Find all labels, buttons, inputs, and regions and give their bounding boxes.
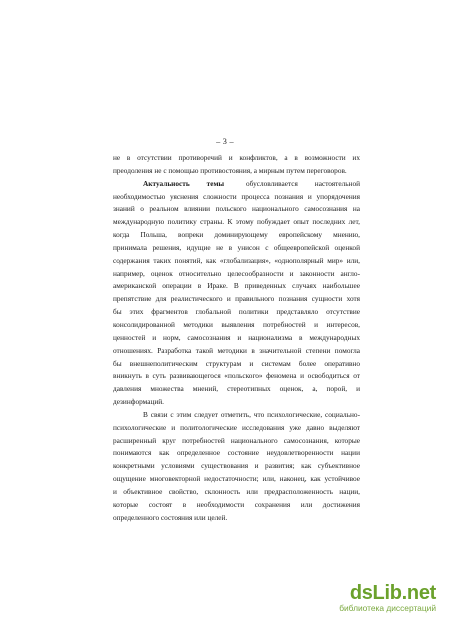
document-body	[113, 152, 360, 524]
text-line: не в отсутствии противоречий и конфликтов, а в возможности их	[113, 153, 360, 162]
dslib-watermark	[314, 583, 436, 614]
text-line: принимала решения, идущие не в унисон с общеевропейской оценкой	[113, 242, 360, 252]
page-number: – 3 –	[216, 137, 234, 146]
text-line: американской операции в Ираке. В приведенных случаях наибольшее	[113, 281, 360, 291]
text-line: когда Польша, вопреки доминирующему европейскому мнению,	[113, 230, 360, 240]
text-line: конкретными условиями существования и развития; как субъективное	[113, 461, 360, 471]
relevance-heading-line	[113, 178, 360, 191]
text-line: которые состоят в необходимости сохранения или достижения	[113, 499, 360, 509]
text-line: вникнуть в суть развивающегося «польского» феномена и освободиться от	[113, 371, 360, 381]
text-line: отношениях. Разработка такой методики в значительной степени помогла	[113, 345, 360, 355]
text-line: и объективное свойство, склонность или предрасположенность нации,	[113, 486, 360, 496]
text-line: знаний о реальном влиянии польского национального самосознания на	[113, 204, 360, 214]
relevance-heading: Актуальность темы	[143, 178, 225, 188]
text-line: В связи с этим следует отметить, что психологические, социально-	[143, 409, 360, 419]
text-line: определенного состояния или целей.	[113, 512, 228, 522]
text-line: психологические и политологические исследования уже давно выделяют	[113, 422, 360, 432]
text-line: давления множества мнений, стереотипных оценок, а, порой, и	[113, 384, 360, 394]
text-fragment: обусловливается настоятельной	[246, 178, 360, 188]
text-line: бы этих фрагментов глобальной политики представляло отсутствие	[113, 307, 360, 317]
text-line: консолидированной методики выявления потребностей и интересов,	[113, 319, 360, 329]
text-line: необходимостью уяснения сложности процесса познания и упорядочения	[113, 191, 360, 201]
text-line: понимаются как определенное состояние неудовлетворенности нации	[113, 448, 360, 458]
text-line: расширенный круг потребностей национального самосознания, которые	[113, 435, 360, 445]
text-line: ценностей и норм, самосознания и национализма в международных	[113, 332, 360, 342]
text-line: международную политику страны. К этому побуждает опыт последних лет,	[113, 217, 360, 227]
text-line: ощущение многовекторной недостаточности; или, наконец, как устойчивое	[113, 474, 360, 484]
text-line: например, оценок относительно целесообразности и законности англо-	[113, 268, 360, 278]
text-line: дезинформаций.	[113, 397, 164, 407]
watermark-logo-text: dsLib.net	[349, 582, 436, 604]
watermark-subtitle: библиотека диссертаций	[339, 603, 436, 613]
text-line: бы внешнеполитическим структурам и системам более оперативно	[113, 358, 360, 368]
text-line: содержания таких понятий, как «глобализация», «однополярный мир» или,	[113, 255, 360, 265]
text-line: препятствие для реалистического и правильного познания сущности хотя	[113, 294, 360, 304]
text-line: преодоления не с помощью противостояния, а мирным путем переговоров.	[113, 165, 347, 175]
